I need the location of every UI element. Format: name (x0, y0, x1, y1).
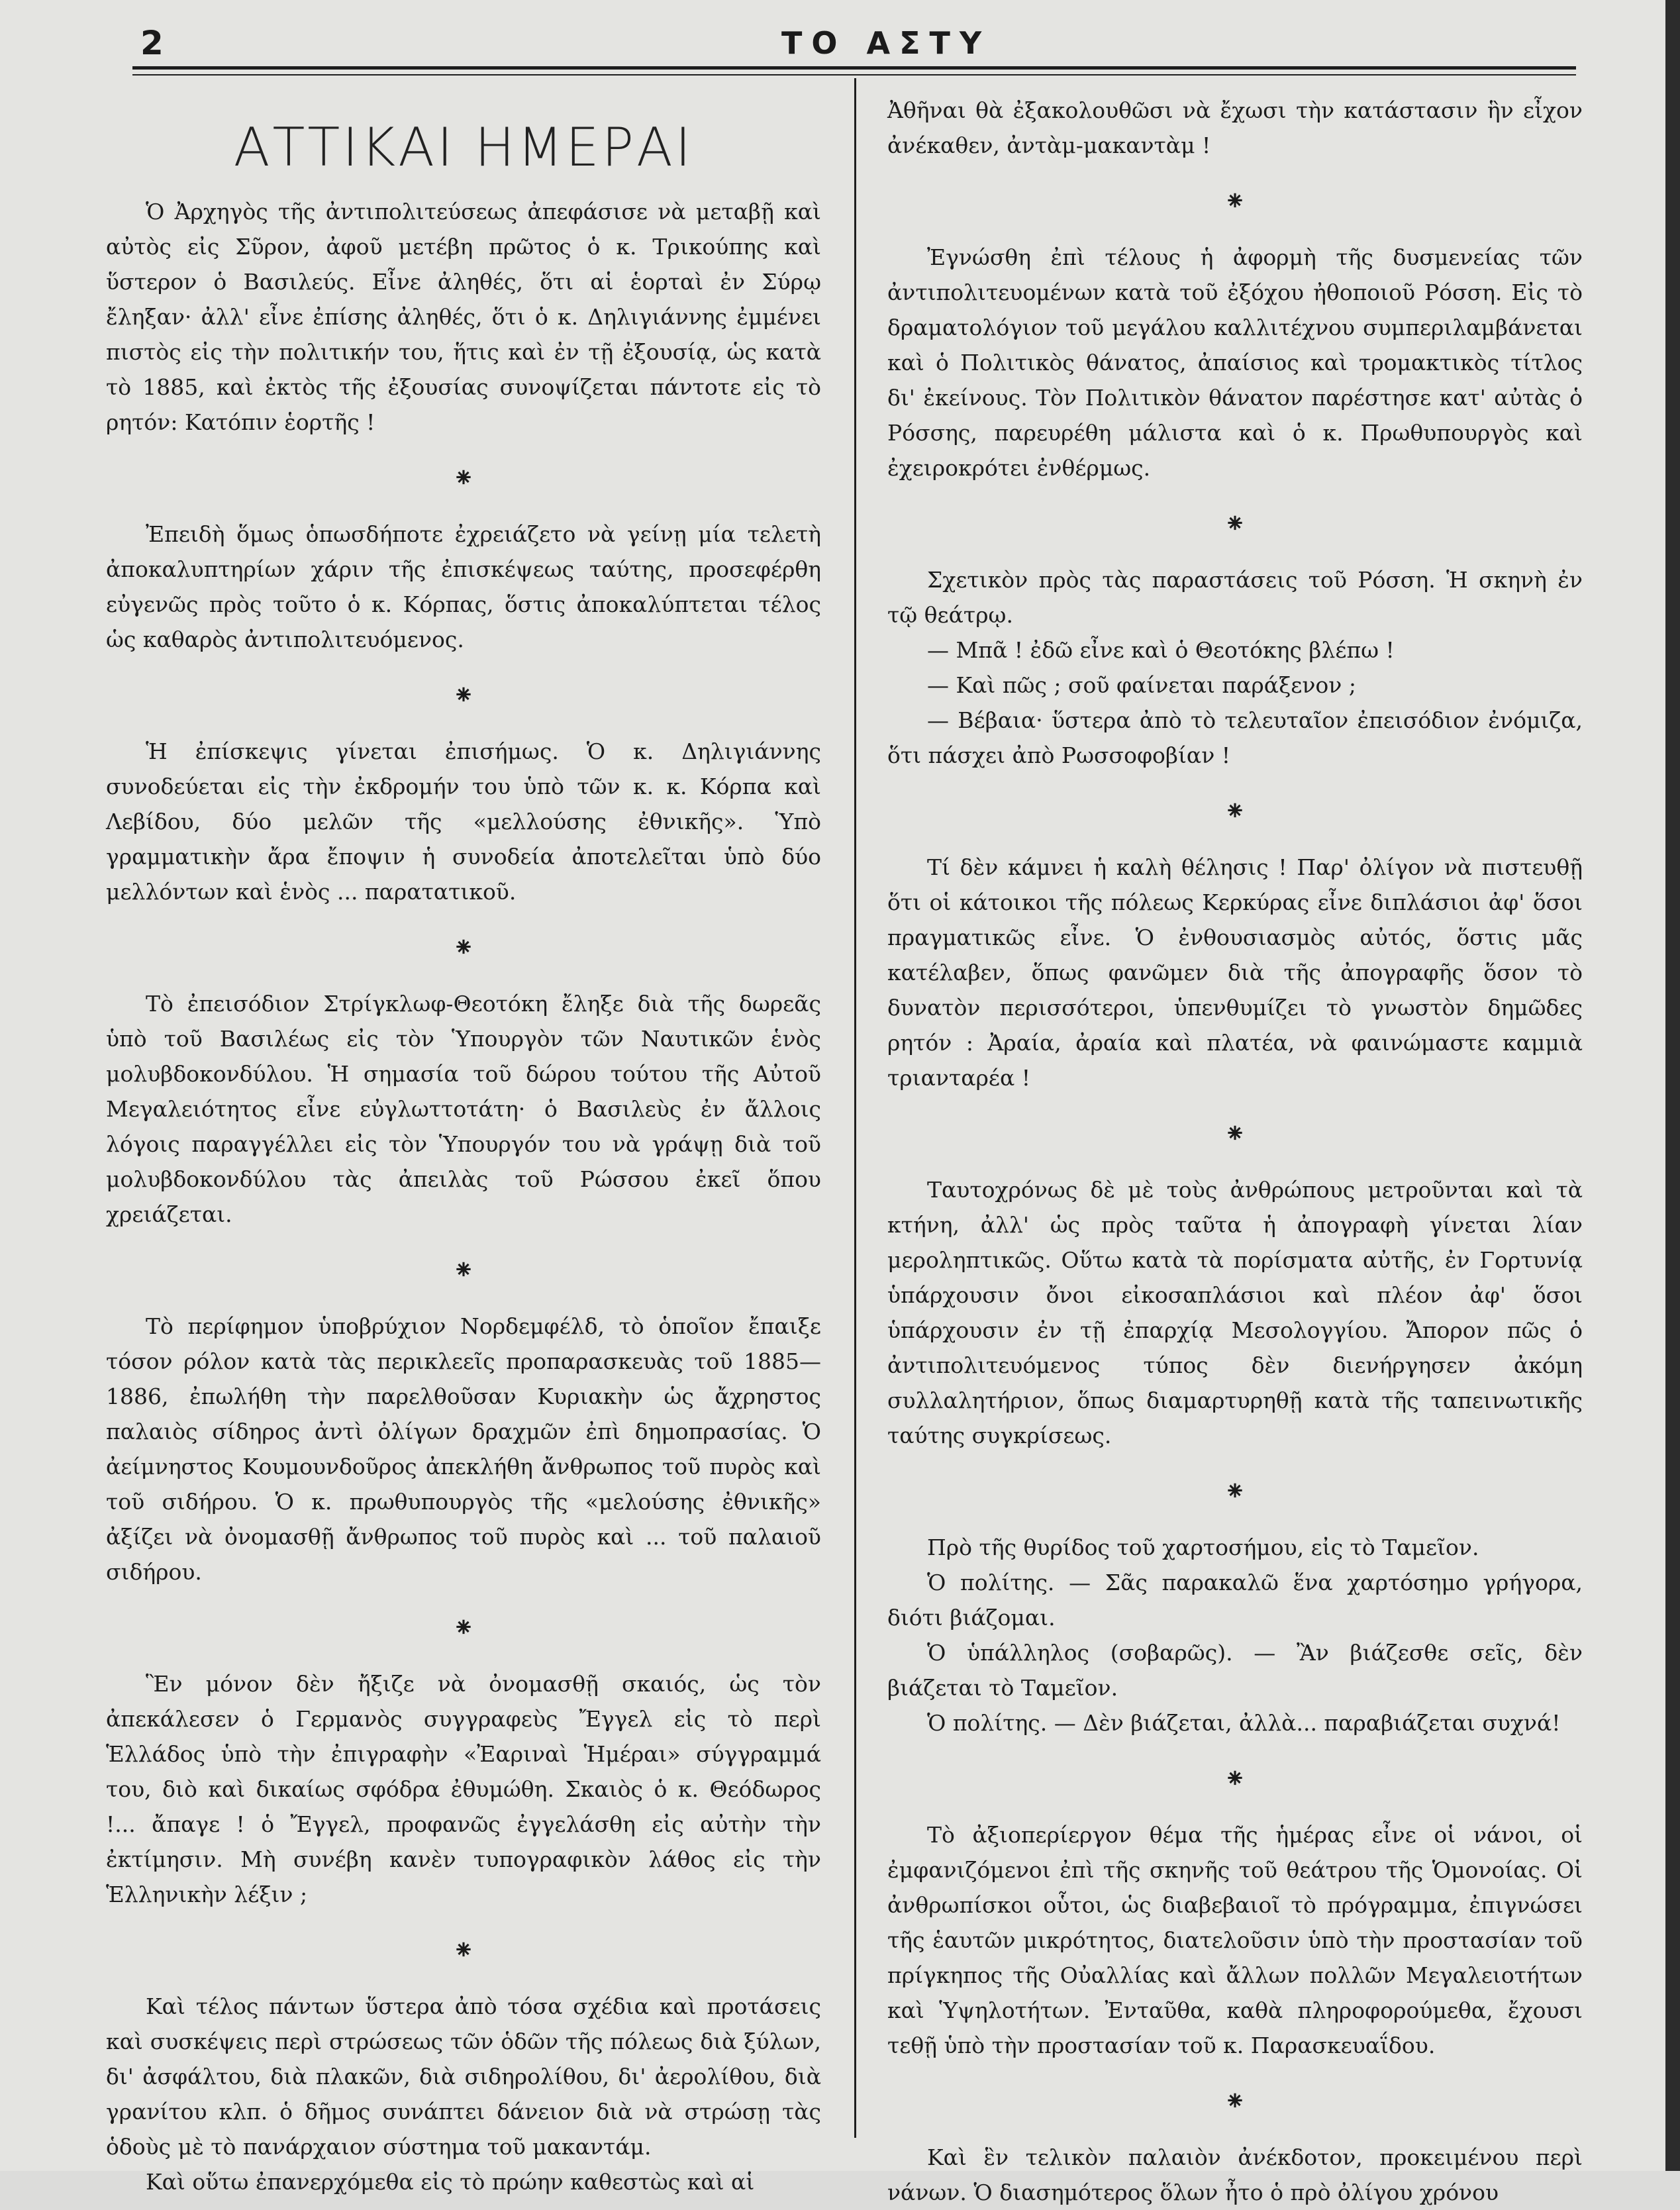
separator-icon: ⁕ (452, 1935, 475, 1966)
paragraph: Σχετικὸν πρὸς τὰς παραστάσεις τοῦ Ρόσση. Ἡ σκηνὴ ἐν τῷ θεάτρῳ. (887, 567, 1583, 628)
separator-icon: ⁕ (452, 1613, 475, 1643)
separator-icon: ⁕ (452, 932, 475, 963)
separator-icon: ⁕ (1224, 796, 1246, 827)
paragraph: Ἐπειδὴ ὅμως ὁπωσδήποτε ἐχρειάζετο νὰ γείνῃ μία τελετὴ ἀποκαλυπτηρίων χάριν τῆς ἐπισκέψεως ταύτης, προσεφέρθη εὐγενῶς πρὸς τοῦτο ὁ κ. Κόρπας, ὅστις ἀποκαλύπτεται τέλος ὡς καθαρὸς ἀντιπολιτευόμενος. (106, 521, 821, 652)
dialogue-line: Ὁ ὑπάλληλος (σοβαρῶς). — Ἂν βιάζεσθε σεῖς, δὲν βιάζεται τὸ Ταμεῖον. (887, 1640, 1583, 1701)
header-rule (132, 66, 1576, 70)
paragraph: Ὁ Ἀρχηγὸς τῆς ἀντιπολιτεύσεως ἀπεφάσισε νὰ μεταβῇ καὶ αὐτὸς εἰς Σῦρον, ἀφοῦ μετέβη πρῶτος ὁ κ. Τρικούπης καὶ ὕστερον ὁ Βασιλεύς. Εἶνε ἀληθές, ὅτι αἱ ἑορταὶ ἐν Σύρῳ ἔληξαν· ἀλλ' εἶνε ἐπίσης ἀληθές, ὅτι ὁ κ. Δηλιγιάννης ἐμμένει πιστὸς εἰς τὴν πολιτικήν του, ἥτις καὶ ἐν τῇ ἐξουσίᾳ, ὡς κατὰ τὸ 1885, καὶ ἐκτὸς τῆς ἐξουσίας συνοψίζεται πάντοτε εἰς τὸ ρητόν: Κατόπιν ἑορτῆς ! (106, 199, 821, 435)
page-header (132, 20, 1576, 66)
paragraph: Ἀθῆναι θὰ ἐξακολουθῶσι νὰ ἔχωσι τὴν κατάστασιν ἣν εἶχον ἀνέκαθεν, ἀντὰμ-μακαντὰμ ! (887, 97, 1583, 158)
paragraph: Τὸ περίφημον ὑποβρύχιον Νορδεμφέλδ, τὸ ὁποῖον ἔπαιξε τόσον ρόλον κατὰ τὰς περικλεεῖς προπαρασκευὰς τοῦ 1885—1886, ἐπωλήθη τὴν παρελθοῦσαν Κυριακὴν ὡς ἄχρηστος παλαιὸς σίδηρος ἀντὶ ὀλίγων δραχμῶν ἐπὶ δημοπρασίας. Ὁ ἀείμνηστος Κουμουνδοῦρος ἀπεκλήθη ἄνθρωπος τοῦ πυρὸς καὶ τοῦ σιδήρου. Ὁ κ. πρωθυπουργὸς τῆς «μελούσης ἐθνικῆς» ἀξίζει νὰ ὀνομασθῇ ἄνθρωπος τοῦ πυρὸς καὶ ... τοῦ παλαιοῦ σιδήρου. (106, 1313, 821, 1585)
separator-icon: ⁕ (1224, 2086, 1246, 2117)
paragraph: Ἓν μόνον δὲν ἤξιζε νὰ ὀνομασθῇ σκαιός, ὡς τὸν ἀπεκάλεσεν ὁ Γερμανὸς συγγραφεὺς Ἔγγελ εἰς τὸ περὶ Ἑλλάδος ὑπὸ τὴν ἐπιγραφὴν «Ἐαριναὶ Ἡμέραι» σύγγραμμά του, διὸ καὶ δικαίως σφόδρα ἐθυμώθη. Σκαιὸς ὁ κ. Θεόδωρος !... ἄπαγε ! ὁ Ἔγγελ, προφανῶς ἐγγελάσθη εἰς αὐτὴν τὴν ἐκτίμησιν. Μὴ συνέβη κανὲν τυπογραφικὸν λάθος εἰς τὴν Ἑλληνικὴν λέξιν ; (106, 1671, 821, 1907)
left-column (106, 93, 821, 2199)
header-rule-thin (132, 74, 1576, 75)
paragraph: Ἐγνώσθη ἐπὶ τέλους ἡ ἀφορμὴ τῆς δυσμενείας τῶν ἀντιπολιτευομένων κατὰ τοῦ ἐξόχου ἠθοποιοῦ Ρόσση. Εἰς τὸ δραματολόγιον τοῦ μεγάλου καλλιτέχνου συμπεριλαμβάνεται καὶ ὁ Πολιτικὸς θάνατος, ἀπαίσιος καὶ τρομακτικὸς τίτλος δι' ἐκείνους. Τὸν Πολιτικὸν θάνατον παρέστησε κατ' αὐτὰς ὁ Ρόσσης, παρευρέθη μάλιστα καὶ ὁ κ. Πρωθυπουργὸς καὶ ἐχειροκρότει ἐνθέρμως. (887, 244, 1583, 481)
paragraph: Τὸ ἐπεισόδιον Στρίγκλωφ-Θεοτόκη ἔληξε διὰ τῆς δωρεᾶς ὑπὸ τοῦ Βασιλέως εἰς τὸν Ὑπουργὸν τῶν Ναυτικῶν ἑνὸς μολυβδοκονδύλου. Ἡ σημασία τοῦ δώρου τούτου τῆς Αὐτοῦ Μεγαλειότητος εἶνε εὐγλωττοτάτη· ὁ Βασιλεὺς ἐν ἄλλοις λόγοις παραγγέλλει εἰς τὸν Ὑπουργόν του νὰ γράψῃ διὰ τοῦ μολυβδοκονδύλου τὰς ἀπειλὰς τοῦ Ρώσσου ἐκεῖ ὅπου χρειάζεται. (106, 991, 821, 1227)
separator-icon: ⁕ (1224, 1119, 1246, 1149)
paragraph: Πρὸ τῆς θυρίδος τοῦ χαρτοσήμου, εἰς τὸ Ταμεῖον. (927, 1534, 1479, 1560)
section-title: ΑΤΤΙΚΑΙ ΗΜΕΡΑΙ (233, 117, 694, 178)
paragraph: Καὶ οὕτω ἐπανερχόμεθα εἰς τὸ πρώην καθεστὼς καὶ αἱ (146, 2169, 755, 2195)
scan-edge (1665, 0, 1680, 2171)
dialogue-line: Ὁ πολίτης. — Σᾶς παρακαλῶ ἕνα χαρτόσημο γρήγορα, διότι βιάζομαι. (887, 1570, 1583, 1631)
dialogue-line: — Βέβαια· ὕστερα ἀπὸ τὸ τελευταῖον ἐπεισόδιον ἐνόμιζα, ὅτι πάσχει ἀπὸ Ρωσσοφοβίαν ! (887, 707, 1583, 768)
paragraph: Ἡ ἐπίσκεψις γίνεται ἐπισήμως. Ὁ κ. Δηλιγιάννης συνοδεύεται εἰς τὴν ἐκδρομήν του ὑπὸ τῶν κ. κ. Κόρπα καὶ Λεβίδου, δύο μελῶν τῆς «μελλούσης ἐθνικῆς». Ὑπὸ γραμματικὴν ἄρα ἔποψιν ἡ συνοδεία ἀποτελεῖται ὑπὸ δύο μελλόντων καὶ ἑνὸς ... παρατατικοῦ. (106, 738, 821, 905)
paragraph: Τί δὲν κάμνει ἡ καλὴ θέλησις ! Παρ' ὀλίγον νὰ πιστευθῇ ὅτι οἱ κάτοικοι τῆς πόλεως Κερκύρας εἶνε διπλάσιοι ἀφ' ὅσοι πραγματικῶς εἶνε. Ὁ ἐνθουσιασμὸς αὐτός, ὅστις μᾶς κατέλαβεν, ὅπως φανῶμεν διὰ τῆς ἀπογραφῆς ὅσον τὸ δυνατὸν περισσότεροι, ὑπενθυμίζει τὸ γνωστὸν δημῶδες ρητόν : Ἀραία, ἀραία καὶ πλατέα, νὰ φαινώμαστε καμμιὰ τριανταρέα ! (887, 854, 1583, 1091)
column-divider (854, 78, 856, 2138)
paragraph: Τὸ ἀξιοπερίεργον θέμα τῆς ἡμέρας εἶνε οἱ νάνοι, οἱ ἐμφανιζόμενοι ἐπὶ τῆς σκηνῆς τοῦ θεάτρου τῆς Ὁμονοίας. Οἱ ἀνθρωπίσκοι οὗτοι, ὡς διαβεβαιοῖ τὸ πρόγραμμα, ἐπιγνώσει τῆς ἑαυτῶν μικρότητος, διατελοῦσιν ὑπὸ τὴν προστασίαν τοῦ πρίγκηπος τῆς Οὐαλλίας καὶ ἄλλων πολλῶν Μεγαλειοτήτων καὶ Ὑψηλοτήτων. Ἐνταῦθα, καθὰ πληροφορούμεθα, ἔχουσι τεθῇ ὑπὸ τὴν προστασίαν τοῦ κ. Παρασκευαΐδου. (887, 1822, 1583, 2058)
page-number: 2 (140, 24, 164, 62)
separator-icon: ⁕ (452, 463, 475, 493)
paragraph: Καὶ ἓν τελικὸν παλαιὸν ἀνέκδοτον, προκειμένου περὶ νάνων. Ὁ διασημότερος ὅλων ἦτο ὁ πρὸ ὀλίγου χρόνου (887, 2144, 1583, 2205)
dialogue-line: Ὁ πολίτης. — Δὲν βιάζεται, ἀλλὰ... παραβιάζεται συχνά! (927, 1710, 1561, 1736)
paragraph: Καὶ τέλος πάντων ὕστερα ἀπὸ τόσα σχέδια καὶ προτάσεις καὶ συσκέψεις περὶ στρώσεως τῶν ὁδῶν τῆς πόλεως διὰ ξύλων, δι' ἀσφάλτου, διὰ πλακῶν, διὰ σιδηρολίθου, δι' ἀερολίθου, διὰ γρανίτου κλπ. ὁ δῆμος συνάπτει δάνειον διὰ νὰ στρώσῃ τὰς ὁδοὺς μὲ τὸ πανάρχαιον σύστημα τοῦ μακαντάμ. (106, 1993, 821, 2160)
masthead: ΤΟ ΑΣΤΥ (781, 25, 991, 61)
separator-icon: ⁕ (1224, 1764, 1246, 1794)
separator-icon: ⁕ (452, 1255, 475, 1285)
paragraph: Ταυτοχρόνως δὲ μὲ τοὺς ἀνθρώπους μετροῦνται καὶ τὰ κτήνη, ἀλλ' ὡς πρὸς ταῦτα ἡ ἀπογραφὴ γίνεται λίαν μεροληπτικῶς. Οὕτω κατὰ τὰ πορίσματα αὐτῆς, ἐν Γορτυνίᾳ ὑπάρχουσιν ὄνοι εἰκοσαπλάσιοι καὶ πλέον ἀφ' ὅσοι ὑπάρχουσιν ἐν τῇ ἐπαρχίᾳ Μεσολογγίου. Ἄπορον πῶς ὁ ἀντιπολιτευόμενος τύπος δὲν διενήργησεν ἀκόμη συλλαλητήριον, ὅπως διαμαρτυρηθῇ κατὰ τῆς ταπεινωτικῆς ταύτης συγκρίσεως. (887, 1177, 1583, 1448)
dialogue-line: — Μπᾶ ! ἐδῶ εἶνε καὶ ὁ Θεοτόκης βλέπω ! (927, 637, 1395, 663)
right-column (887, 93, 1583, 2210)
separator-icon: ⁕ (452, 680, 475, 711)
separator-icon: ⁕ (1224, 509, 1246, 539)
separator-icon: ⁕ (1224, 186, 1246, 217)
dialogue-line: — Καὶ πῶς ; σοῦ φαίνεται παράξενον ; (927, 672, 1356, 698)
separator-icon: ⁕ (1224, 1476, 1246, 1507)
